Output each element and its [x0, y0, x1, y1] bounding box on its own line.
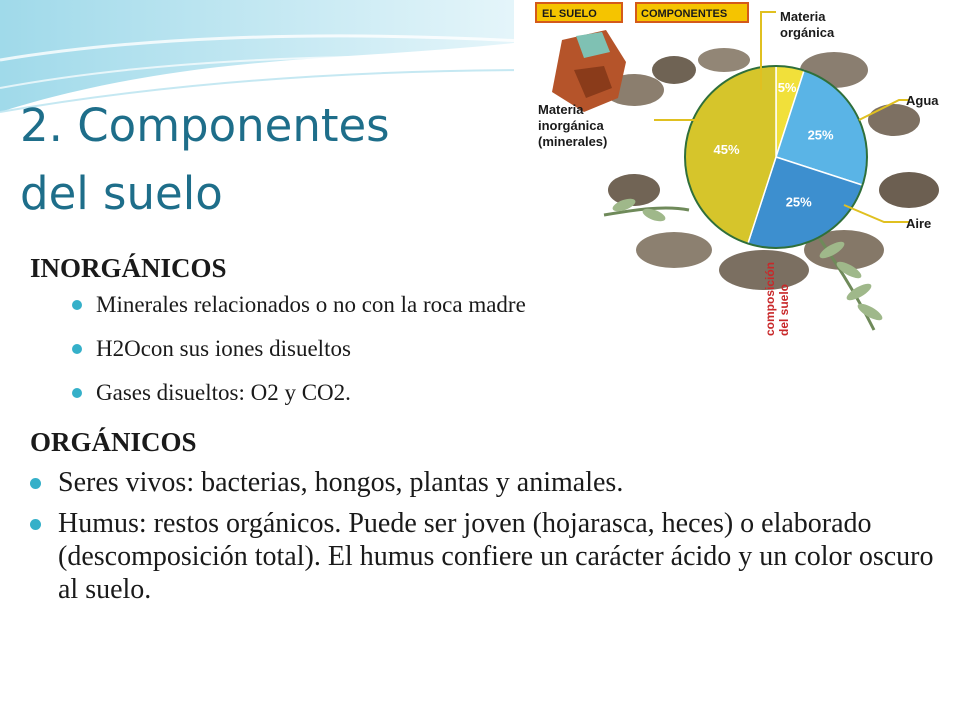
label-agua: Agua — [906, 93, 939, 108]
list-item-text: H2Ocon sus iones disueltos — [96, 336, 351, 361]
list-item — [30, 466, 940, 499]
list-item-text: Seres vivos: bacterias, hongos, plantas y animales. — [58, 467, 624, 498]
bullet-icon — [30, 478, 41, 489]
inorganic-list — [30, 290, 940, 408]
title-line-1: 2. Componentes — [20, 99, 390, 152]
vertical-label-line-1: composición — [763, 261, 777, 336]
label-materia-organica-2: orgánica — [780, 25, 835, 40]
pie-slice-label: 5% — [777, 79, 797, 95]
label-inorganica-2: inorgánica — [538, 118, 604, 133]
pie-chart — [685, 66, 867, 248]
list-item-text: Minerales relacionados o no con la roca madre — [96, 292, 526, 317]
page-title — [20, 92, 500, 228]
label-inorganica-3: (minerales) — [538, 134, 608, 149]
heading-inorganicos: INORGÁNICOS — [30, 253, 227, 283]
heading-organicos: ORGÁNICOS — [30, 427, 197, 457]
list-item — [72, 378, 940, 408]
bullet-icon — [30, 519, 41, 530]
list-item-text: Humus: restos orgánicos. Puede ser joven (hojarasca, heces) o elaborado (descomposición total). El humus confiere un carácter ácido y un color oscuro al suelo. — [58, 508, 934, 605]
bullet-icon — [72, 300, 82, 310]
label-aire: Aire — [906, 216, 932, 231]
label-materia-organica-1: Materia — [780, 9, 826, 24]
organic-list — [30, 466, 940, 606]
pie-slice-label: 25% — [807, 127, 834, 143]
bullet-icon — [72, 344, 82, 354]
list-item — [72, 290, 940, 320]
bullet-icon — [72, 388, 82, 398]
tag-componentes-label: COMPONENTES — [641, 8, 728, 20]
list-item — [30, 507, 940, 606]
list-item — [72, 334, 940, 364]
title-line-2: del suelo — [20, 167, 223, 220]
label-inorganica-1: Materia — [538, 102, 584, 117]
tag-el-suelo-label: EL SUELO — [542, 8, 597, 20]
vertical-label-line-2: del suelo — [777, 283, 791, 336]
slide-body — [30, 248, 940, 614]
list-item-text: Gases disueltos: O2 y CO2. — [96, 380, 351, 405]
pie-slice-label: 45% — [713, 142, 740, 158]
pie-slice-label: 25% — [785, 194, 812, 210]
